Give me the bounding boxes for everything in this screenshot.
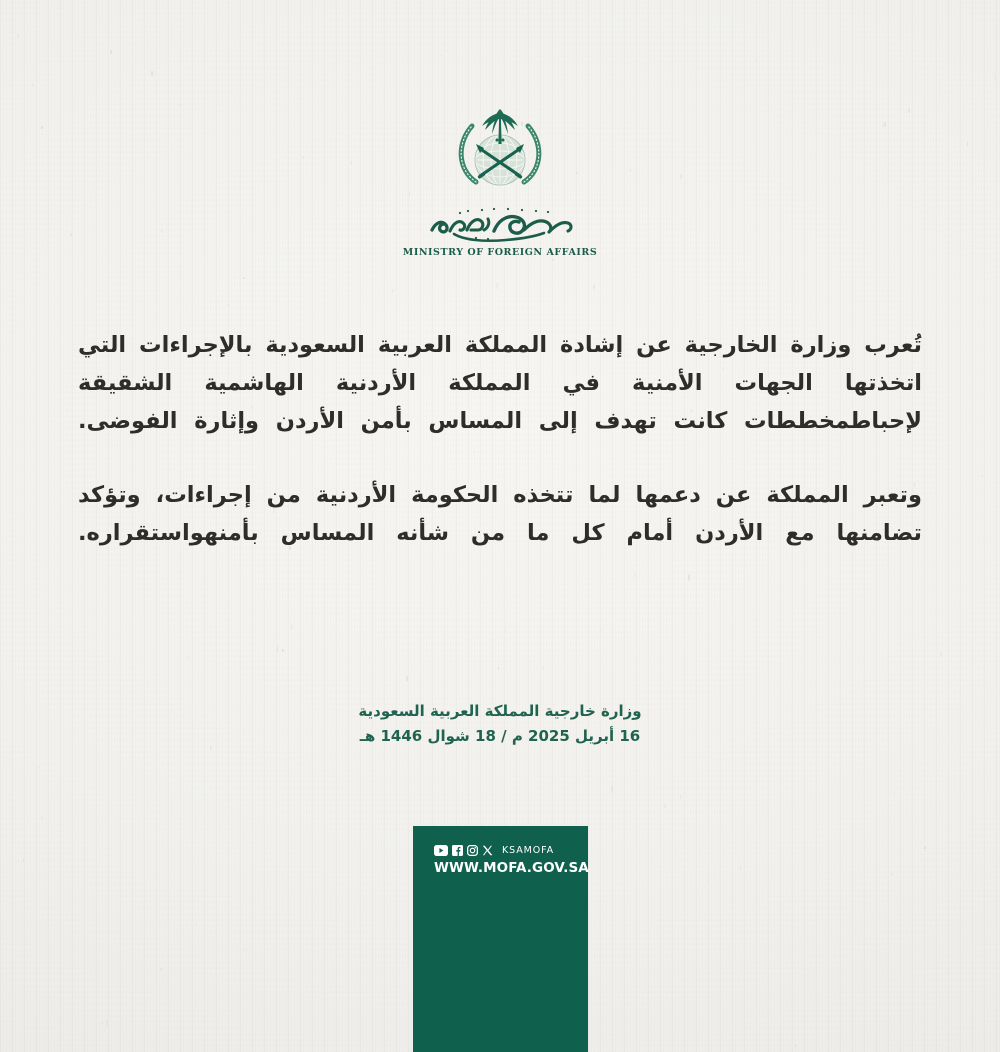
ministry-name-english: MINISTRY OF FOREIGN AFFAIRS <box>402 247 598 258</box>
paragraph-1-head: تُعرب وزارة الخارجية عن إشادة المملكة العربية السعودية بالإجراءات التي اتخذتها الجهات الأمنية في المملكة الأردنية الهاشمية الشقيقة لإحباط <box>78 332 922 434</box>
facebook-icon[interactable] <box>452 845 463 856</box>
statement-body <box>78 326 922 552</box>
instagram-icon[interactable] <box>467 845 478 856</box>
footer-contact-card <box>413 826 588 1052</box>
paragraph-2-tail: واستقراره. <box>78 520 204 546</box>
ministry-arabic-wordmark <box>424 200 576 244</box>
paragraph-2-head: وتعبر المملكة عن دعمها لما تتخذه الحكومة الأردنية من إجراءات، وتؤكد تضامنها مع الأردن أمام كل ما من شأنه المساس بأمنه <box>78 482 922 546</box>
issuing-authority: وزارة خارجية المملكة العربية السعودية <box>358 702 642 720</box>
youtube-icon[interactable] <box>434 845 448 856</box>
website-url[interactable]: WWW.MOFA.GOV.SA <box>434 860 589 876</box>
signature-block <box>0 700 1000 748</box>
statement-date: 16 أبريل 2025 م / 18 شوال 1446 هـ <box>359 727 641 745</box>
ministry-header <box>0 104 1000 258</box>
statement-paragraph-1 <box>78 326 922 440</box>
x-twitter-icon[interactable] <box>482 845 493 856</box>
statement-paragraph-2 <box>78 476 922 552</box>
paragraph-1-tail: مخططات كانت تهدف إلى المساس بأمن الأردن وإثارة الفوضى. <box>78 408 851 434</box>
social-handle: KSAMOFA <box>502 845 555 856</box>
social-links-row <box>413 845 588 856</box>
saudi-national-emblem-icon <box>446 104 554 196</box>
